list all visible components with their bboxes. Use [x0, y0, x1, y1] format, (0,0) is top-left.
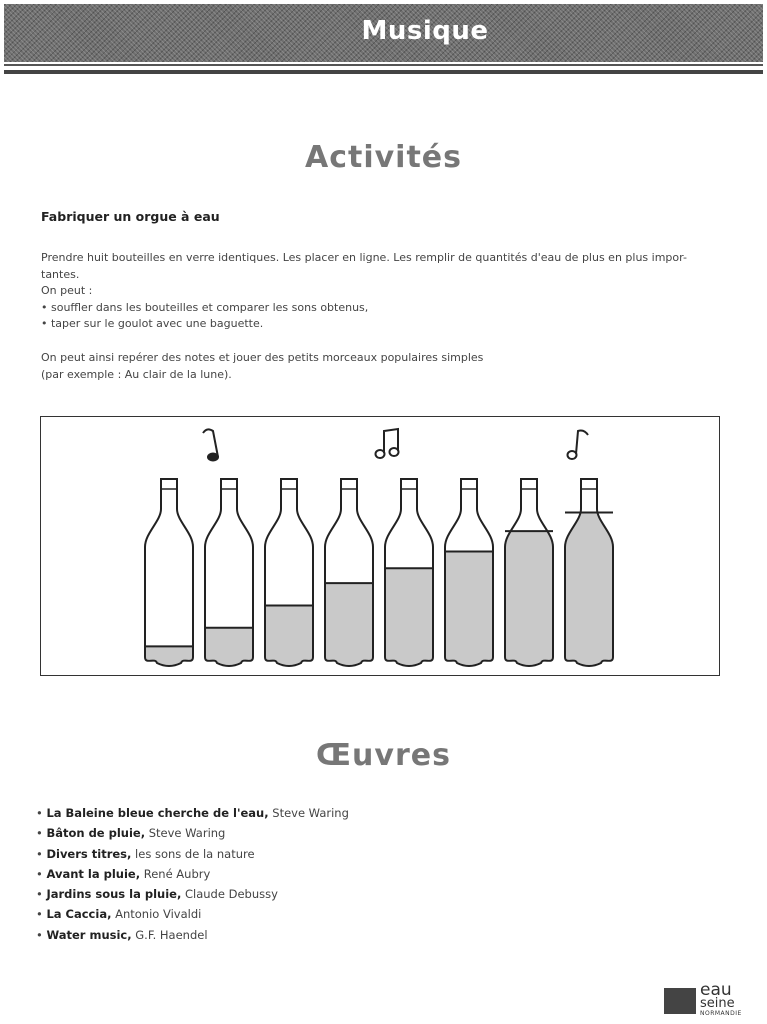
work-title: Divers titres,: [46, 846, 132, 861]
logo-text: seine: [700, 996, 735, 1011]
water-organ-illustration: [40, 416, 720, 676]
bottles-drawing: [41, 417, 721, 677]
activity-subheading: Fabriquer un orgue à eau: [41, 209, 220, 224]
water-fill: [443, 552, 495, 675]
text-line: On peut ainsi repérer des notes et jouer des petits morceaux populaires simples: [41, 351, 484, 364]
music-note-icon: [568, 451, 577, 459]
water-fill: [203, 628, 255, 675]
water-fill: [563, 512, 615, 675]
example-paragraph: [41, 350, 731, 383]
text-line: (par exemple : Au clair de la lune).: [41, 367, 232, 381]
list-intro: On peut :: [41, 284, 93, 297]
list-item: • Jardins sous la pluie, Claude Debussy: [36, 887, 278, 902]
music-note-flag: [576, 431, 588, 455]
list-item: • Bâton de pluie, Steve Waring: [36, 826, 226, 841]
work-title: La Baleine bleue cherche de l'eau,: [46, 806, 269, 820]
bottle: [145, 479, 193, 666]
text-line: Prendre huit bouteilles en verre identiques. Les placer en ligne. Les remplir de quantités d'eau de plus en plus impor-: [41, 251, 687, 264]
text-line: tantes.: [41, 267, 80, 281]
work-author: Steve Waring: [272, 806, 349, 820]
music-note-stem: [203, 429, 218, 457]
work-title: La Caccia,: [46, 907, 112, 922]
list-item: • souffler dans les bouteilles et comparer les sons obtenus,: [41, 300, 369, 314]
work-author: René Aubry: [143, 866, 211, 881]
activities-heading: Activités: [304, 140, 462, 175]
work-author: Claude Debussy: [185, 887, 278, 902]
list-item: • Avant la pluie, René Aubry: [36, 866, 211, 881]
list-item: • Divers titres, les sons de la nature: [36, 846, 255, 861]
header-divider-thick: [4, 70, 763, 74]
work-title: Jardins sous la pluie,: [46, 887, 182, 902]
page-title: Musique: [361, 16, 489, 46]
list-item: • taper sur le goulot avec une baguette.: [41, 317, 264, 330]
list-item: • La Caccia, Antonio Vivaldi: [36, 907, 202, 922]
logo-text: NORMANDIE: [700, 1010, 742, 1017]
works-list: [36, 803, 349, 945]
work-title: Bâton de pluie,: [46, 826, 146, 841]
work-author: Antonio Vivaldi: [115, 907, 202, 922]
water-fill: [383, 568, 435, 675]
eau-seine-logo: [664, 980, 744, 1018]
logo-text: eau: [700, 980, 732, 1000]
water-fill: [503, 531, 555, 675]
work-author: les sons de la nature: [135, 846, 255, 861]
water-fill: [263, 605, 315, 675]
intro-paragraph: [41, 250, 731, 333]
list-item: • Water music, G.F. Haendel: [36, 927, 208, 942]
works-heading: Œuvres: [316, 738, 451, 773]
work-title: Avant la pluie,: [46, 866, 141, 881]
work-author: G.F. Haendel: [135, 927, 208, 942]
work-author: Steve Waring: [148, 826, 226, 841]
header-divider: [4, 64, 763, 66]
work-title: Water music,: [46, 927, 132, 942]
logo-emblem: [664, 988, 696, 1014]
list-item: • La Baleine bleue cherche de l'eau, Steve Waring: [36, 806, 349, 820]
